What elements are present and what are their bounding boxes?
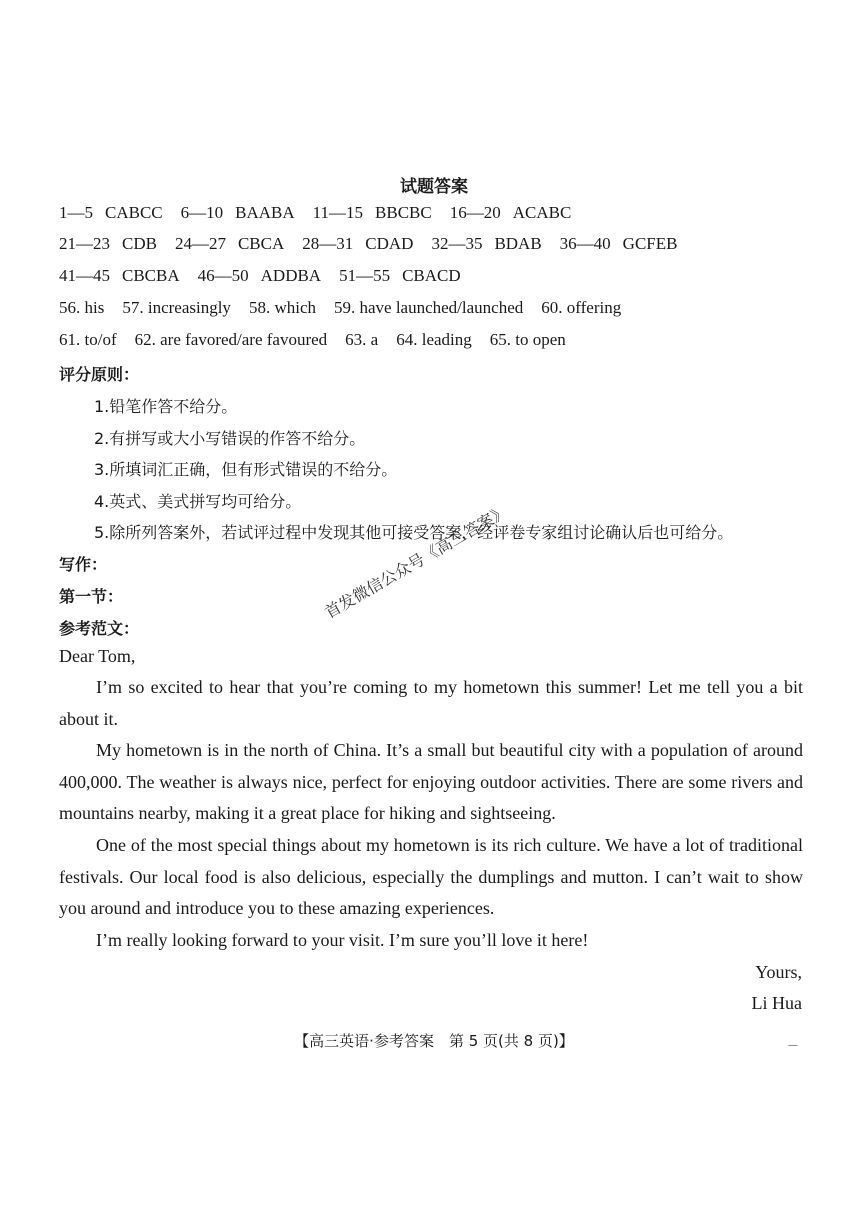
- answer-key: ADDBA: [260, 266, 322, 285]
- answer-key: CDB: [122, 234, 157, 253]
- letter-paragraph-1: I’m so excited to hear that you’re coming to my hometown this summer! Let me tell you a bit about it.: [59, 677, 803, 729]
- scoring-rule-5: 5.除所列答案外，若试评过程中发现其他可接受答案，经评卷专家组讨论确认后也可给分。: [94, 523, 734, 542]
- letter-paragraph-2: My hometown is in the north of China. It’s a small but beautiful city with a population of around 400,000. The weather is always nice, perfect for enjoying outdoor activities. There are some rivers and mountains nearby, making it a great place for hiking and sightseeing.: [59, 740, 803, 823]
- fill-answer: 60. offering: [541, 298, 622, 317]
- answer-range: 16—20: [449, 203, 501, 222]
- scoring-rule-2: 2.有拼写或大小写错误的作答不给分。: [94, 429, 366, 448]
- answer-key: CBACD: [402, 266, 461, 285]
- answers-row-5: [59, 330, 584, 350]
- fill-answer: 63. a: [345, 330, 379, 349]
- answer-key: CBCBA: [122, 266, 180, 285]
- scoring-rule-1: 1.铅笔作答不给分。: [94, 397, 238, 416]
- answer-range: 36—40: [559, 234, 611, 253]
- fill-answer: 61. to/of: [59, 330, 117, 349]
- fill-answer: 58. which: [248, 298, 316, 317]
- answer-range: 28—31: [302, 234, 354, 253]
- section-heading: 第一节：: [59, 587, 124, 606]
- page-title: 试题答案: [400, 177, 468, 197]
- writing-heading: 写作：: [59, 555, 108, 574]
- answers-row-4: [59, 298, 639, 318]
- answers-row-1: [59, 203, 589, 223]
- letter-paragraph-3: One of the most special things about my hometown is its rich culture. We have a lot of traditional festivals. Our local food is also delicious, especially the dumplings and mutton. I can’t wait to show you around and introduce you to these amazing experiences.: [59, 835, 803, 918]
- letter-greeting: Dear Tom,: [59, 646, 136, 666]
- letter-closing: Yours,: [755, 962, 802, 982]
- answer-range: 1—5: [59, 203, 93, 222]
- fill-answer: 62. are favored/are favoured: [134, 330, 328, 349]
- answer-range: 24—27: [174, 234, 226, 253]
- fill-answer: 56. his: [59, 298, 105, 317]
- answers-row-2: [59, 234, 695, 254]
- answer-key: GCFEB: [622, 234, 678, 253]
- watermark: 首发微信公众号《高三答案》: [321, 501, 512, 623]
- fill-answer: 65. to open: [489, 330, 566, 349]
- fill-answer: 64. leading: [396, 330, 472, 349]
- answer-range: 6—10: [180, 203, 224, 222]
- letter-paragraph-4: I’m really looking forward to your visit. I’m sure you’ll love it here!: [96, 930, 589, 950]
- page-footer: 【高三英语·参考答案 第 5 页(共 8 页)】: [294, 1032, 574, 1050]
- scoring-rule-3: 3.所填词汇正确，但有形式错误的不给分。: [94, 460, 398, 479]
- answers-row-3: [59, 266, 479, 286]
- scoring-rule-4: 4.英式、美式拼写均可给分。: [94, 492, 302, 511]
- answer-range: 51—55: [339, 266, 391, 285]
- fill-answer: 59. have launched/launched: [333, 298, 524, 317]
- answer-range: 46—50: [197, 266, 249, 285]
- answer-key: BAABA: [235, 203, 295, 222]
- scoring-heading: 评分原则：: [59, 365, 140, 384]
- answer-key: CDAD: [365, 234, 414, 253]
- answer-range: 21—23: [59, 234, 110, 253]
- answer-key: BBCBC: [375, 203, 432, 222]
- answer-range: 32—35: [431, 234, 483, 253]
- answer-key: BDAB: [494, 234, 542, 253]
- letter-signature: Li Hua: [751, 993, 802, 1013]
- sample-heading: 参考范文：: [59, 619, 140, 638]
- answer-range: 11—15: [312, 203, 364, 222]
- answer-key: CABCC: [105, 203, 163, 222]
- fill-answer: 57. increasingly: [122, 298, 231, 317]
- page-mark: —: [788, 1040, 798, 1051]
- answer-key: CBCA: [237, 234, 285, 253]
- answer-key: ACABC: [512, 203, 572, 222]
- answer-range: 41—45: [59, 266, 110, 285]
